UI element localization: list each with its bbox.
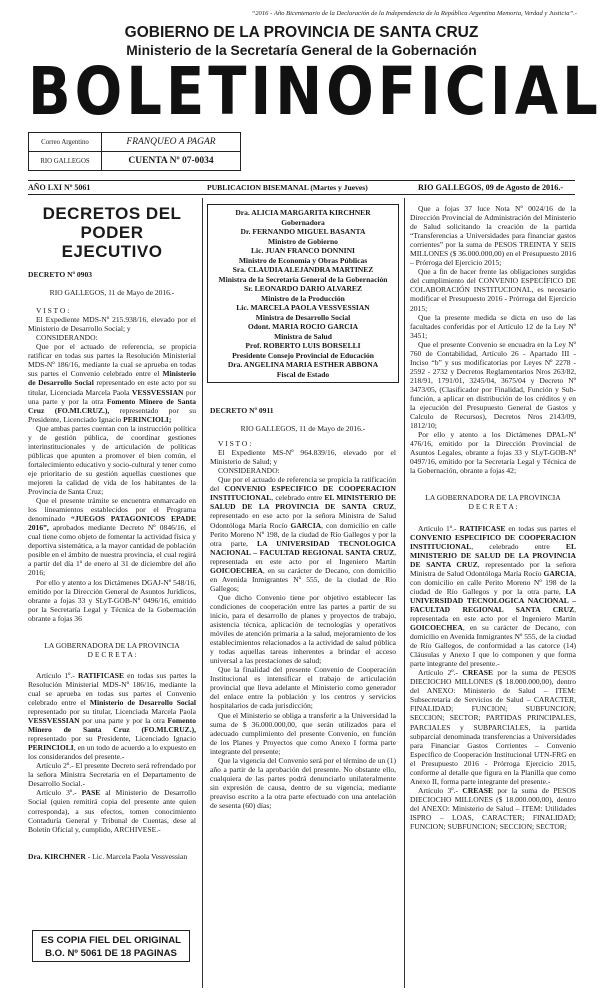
official-name: Prof. ROBERTO LUIS BORSELLI	[245, 341, 361, 350]
issue-number: AÑO LXI Nº 5061	[28, 183, 91, 192]
postal-cuenta: CUENTA Nº 07-0034	[102, 152, 241, 171]
paragraph: Que por el actuado de referencia, se propicia ratificar en todas sus partes la Resolución Ministerial MDS-Nº 186/16, mediante la cual se aprueba en todas sus partes el Convenio celebrado entre el Ministerio de Desarrollo Social representado en este acto por su titular, Licenciada Marcela Paola VESSVESSIAN por una parte y por la otra Fomento Minero de Santa Cruz (FO.MI.CRUZ.), representado por su Presidente, Licenciado Ignacio PERINCIOLI;	[28, 342, 197, 424]
official-role: Ministra de Salud	[274, 331, 332, 341]
official-name: Sra. CLAUDIA ALEJANDRA MARTINEZ	[232, 265, 374, 274]
decree-number: DECRETO Nº 0903	[28, 270, 92, 279]
paragraph: Que el presente trámite se encuentra enmarcado en los lineamientos establecidos por el Programa denominado “JUEGOS PATAGONICOS EPADE 2016”, aprobados mediante Decreto Nº 0846/16, el cual tiene como objeto de fomentar la actividad física y deportiva sistemática, a la mayor cantidad de población posible en el ámbito de nuestra provincia, el cual regirá a partir del día 1º de enero al 31 de diciembre del año 2016;	[28, 496, 196, 578]
paragraph: El Expediente MS-Nº 964.839/16, elevado por el Ministerio de Salud; y	[210, 448, 396, 467]
official-role: Presidente Consejo Provincial de Educación	[232, 350, 374, 360]
paragraph: Que el Ministerio se obliga a transferir a la Universidad la suma de $ 36.000.000,00, que serán utilizados para el adecuado cumplimiento del presente Convenio, en función de los Planes y Proyectos que como Anexo I forma parte integrante del presente;	[210, 710, 396, 756]
official-name: Odont. MARIA ROCIO GARCIA	[247, 322, 359, 331]
header-motto: “2016 - Año Bicentenario de la Declaración de la Independencia de la República Argentina Memoria, Verdad y Justicia”.-	[251, 10, 577, 17]
column-2	[210, 406, 396, 810]
postal-franqueo: FRANQUEO A PAGAR	[102, 133, 241, 152]
article: Artículo 3º.- PASE al Ministerio de Desarrollo Social (quien remitirá copia del presente ante quien corresponda), a sus efectos, tomen conocimiento Contaduría General y Tribunal de Cuentas, dese al Boletín Oficial y, cumplido, ARCHIVESE.-	[28, 788, 196, 834]
paragraph: Por ello y atento a los Dictámenes DGAJ-Nº 548/16, emitido por la Dirección General de Asuntos Jurídicos, obrante a fojas 33 y SLyT-GOB-Nº 0496/16, emitido por la Secretaría Legal y Técnica de la Gobernación obrante a fojas 36	[28, 577, 196, 623]
official-role: Ministro de Economía y Obras Públicas	[238, 255, 368, 265]
governor-heading: LA GOBERNADORA DE LA PROVINCIA	[44, 640, 180, 650]
copy-box	[32, 930, 190, 962]
article: Artículo 1º.- RATIFICASE en todas sus partes el CONVENIO ESPECIFICO DE COOPERACION INSTITUCIONAL, celebrado entre EL MINISTERIO DE SALUD DE LA PROVINCIA DE SANTA CRUZ, representado por la señora Ministra de Salud Odontóloga María Rocío GARCIA, con domicilio en calle Perito Moreno Nº 198 de la ciudad de Río Gallegos y por la otra parte, LA UNIVERSIDAD TECNOLOGICA NACIONAL – FACULTAD REGIONAL SANTA CRUZ, representada en este acto por el Ingeniero Martín GOICOECHEA, en su carácter de Decano, con domicilio en Avenida Inmigrantes Nº 555, de la ciudad de Río Gallegos, de conformidad a las catorce (14) Cláusulas y Anexo I que lo componen y que forma parte integrante del presente.-	[410, 523, 577, 669]
paragraph: Que a fin de hacer frente las obligaciones surgidas del cumplimiento del CONVENIO ESPECÍFICO DE COLABORACIÓN INSTITUCIONAL, es necesario modificar el Presupuesto 2016 - Prórroga del Ejercicio 2015;	[410, 267, 576, 313]
ministry-title: Ministerio de la Secretaría General de la Gobernación	[126, 43, 477, 58]
paragraph: Que la presente medida se dicta en uso de las facultades conferidas por el Artículo 12 de la Ley Nº 3451;	[410, 312, 576, 340]
article: Artículo 1º.- RATIFICASE en todas sus partes la Resolución Ministerial MDS-Nº 186/16, mediante la cual se aprueba en todas sus partes el Convenio celebrado entre el Ministerio de Desarrollo Social representado por su titular, Licenciada Marcela Paola VESSVESSIAN por una parte y por la otra Fomento Minero de Santa Cruz (FO.MI.CRUZ.), representado por su Presidente, Licenciado Ignacio PERINCIOLI, en un todo de acuerdo a lo expuesto en los considerandos del presente.-	[28, 670, 196, 762]
postal-rio: RIO GALLEGOS	[29, 152, 102, 171]
official-role: Fiscal de Estado	[276, 369, 330, 379]
article: Artículo 2º.- CREASE por la suma de PESOS DIECIOCHO MILLONES ($ 18.000.000,00), dentro del ANEXO: Ministerio de Salud – ITEM: Subsecretaría de Servicios de Salud – CARACTER, FINALIDAD; FUNCION; SUBFUNCION; SECCION; SECTOR; PARTIDAS PRINCIPALES, PARCIALES y SUBPARCIALES, la partida subparcial denominada transferencias a Universidades para Financiar Gastos Corrientes – Convenio Específico de Cooperación Institucional UTN-FRG en el Presupuesto 2016 - Prórroga Ejercicio 2015, conforme al detalle que figura en la Planilla que como Anexo II, forma parte integrante del presente.-	[410, 668, 576, 786]
official-name: Dr. FERNANDO MIGUEL BASANTA	[240, 227, 366, 236]
issue-date: RIO GALLEGOS, 09 de Agosto de 2016.-	[418, 183, 564, 192]
paragraph: Que el presente Convenio se encuadra en la Ley Nº 760 de Contabilidad, Artículo 26 - Apartado III - Inciso “b” y sus modificatorias por Leyes Nº 2278 - 2592 - 2732 y Decretos Reglamentarios Nros 263/82, 218/91, 1791/01, 3245/04, 3675/04 y Decreto Nº 3473/05, (Clasificador por Finalidad, Función y Sub-función, a aplicar en distribución de los créditos y en la ejecución del Presupuesto General de Gastos y Calculo de Recursos), Decretos Nros 2143/09, 1812/10;	[410, 339, 576, 431]
official-name: Sr. LEONARDO DARIO ALVAREZ	[244, 284, 362, 293]
paragraph: Que a fojas 37 luce Nota Nº 0024/16 de la Dirección Provincial de Administración del Ministerio de Salud solicitando la creación de la partida “Transferencias a Universidades para financiar gastos corrientes” por la suma de PESOS TREINTA Y SEIS MILLONES ($ 36.000.000,00) en el Presupuesto 2016 – Prórroga del Ejercicio 2015;	[410, 204, 576, 268]
column-1	[28, 204, 196, 861]
official-role: Ministra de Desarrollo Social	[255, 312, 351, 322]
paragraph: Que por el actuado de referencia se propicia la ratificación del CONVENIO ESPECIFICO DE COOPERACION INSTITUCIONAL, celebrado entre EL MINISTERIO DE SALUD DE LA PROVINCIA DE SANTA CRUZ, representado en ese acto por la señora Ministra de Salud Odontóloga María Rocío GARCIA, con domicilio en calle Perito Moreno Nº 198, de la ciudad de Río Gallegos y por la otra parte, LA UNIVERSIDAD TECNOLOGICA NACIONAL – FACULTAD REGIONAL SANTA CRUZ, representada en este acto por el Ingeniero Martín GOICOECHEA, en su carácter de Decano, con domicilio en Avenida Inmigrantes Nº 555, de la ciudad de Río Gallegos;	[210, 475, 397, 593]
masthead-word-oficial: OFICIAL	[326, 54, 602, 131]
official-role: Ministra de la Secretaría General de la Gobernación	[218, 274, 388, 284]
paragraph: El Expediente MDS-Nº 215.938/16, elevado por el Ministerio de Desarrollo Social; y	[28, 315, 196, 334]
official-name: Lic. JUAN FRANCO DONNINI	[251, 246, 355, 255]
considerando: CONSIDERANDO:	[218, 466, 280, 476]
official-role: Gobernadora	[281, 217, 325, 227]
column-separator	[202, 198, 203, 988]
decree-number: DECRETO Nº 0911	[210, 406, 274, 415]
official-role: Ministro de la Producción	[261, 293, 345, 303]
visto: V I S T O :	[36, 306, 70, 316]
paragraph: Por ello y atento a los Dictámenes DPAL-Nº 476/16, emitido por la Dirección Provincial de Asuntos Legales, obrante a fojas 33 y SLyT-GOB-Nº 0497/16, emitido por la Secretaría Legal y Técnica de la Gobernación, obrante a fojas 42;	[410, 430, 576, 476]
section-title-line: DECRETOS DEL	[42, 204, 182, 223]
official-name: Dra. ANGELINA MARIA ESTHER ABBONA	[227, 360, 379, 369]
paragraph: Que la vigencia del Convenio será por el término de un (1) año a partir de la aprobación del presente. No obstante ello, cualquiera de las partes podrá denunciarlo unilateralmente sin expresión de causa, dentro de su vigencia, mediante preaviso escrito a la otra parte efectuado con una antelación de sesenta (60) días;	[210, 755, 396, 810]
copy-box-line: B.O. Nº 5061 DE 18 PAGINAS	[45, 948, 177, 959]
decreta-heading: D E C R E T A :	[468, 502, 518, 512]
section-title	[28, 204, 196, 261]
decree-date: RIO GALLEGOS, 11 de Mayo de 2016.-	[49, 288, 175, 298]
column-3	[410, 204, 576, 831]
paragraph: Que dicho Convenio tiene por objetivo establecer las condiciones de cooperación entre las partes a partir de su inicio, para el desarrollo de planes y proyectos de trabajo, asistencia técnica, aplicación de tecnologías y operativos móviles de atención primaria a la salud, mejoramiento de los establecimientos relacionados a la actividad de salud pública y todas aquellas tareas inherentes a brindar el acceso universal a las prestaciones de salud;	[210, 592, 396, 666]
masthead	[28, 54, 602, 131]
article: Artículo 3º.- CREASE por la suma de PESOS DIECIOCHO MILLONES ($ 18.000.000,00), dentro del ANEXO: Ministerio de Salud – ITEM: Utilidades ISPRO – LOAS, CARACTER; FINALIDAD; FUNCION; SUBFUNCION; SECCION; SECTOR;	[410, 785, 576, 832]
official-name: Lic. MARCELA PAOLA VESSVESSIAN	[236, 303, 370, 312]
copy-box-line: ES COPIA FIEL DEL ORIGINAL	[40, 935, 181, 946]
article: Artículo 2º.- El presente Decreto será refrendado por la señora Ministra Secretaria en el Departamento de Desarrollo Social.-	[28, 761, 196, 789]
government-title: GOBIERNO DE LA PROVINCIA DE SANTA CRUZ	[124, 24, 479, 41]
divider	[28, 180, 575, 181]
issue-frequency: PUBLICACION BISEMANAL (Martes y Jueves)	[207, 183, 368, 192]
postal-box	[28, 132, 241, 171]
official-name: Dra. ALICIA MARGARITA KIRCHNER	[235, 208, 371, 217]
postal-correo: Correo Argentino	[29, 133, 102, 152]
paragraph: Que ambas partes cuentan con la instrucción política y de gestión pública, de coordinar gestiones interinstitucionales y de articulación de políticas públicas que apunten a promover el bien común, el fortalecimiento educativo y socio-cultural y tener como eje prioritario de su gestión aquellas cuestiones que mejoren la calidad de vida de los habitantes de la Provincia de Santa Cruz;	[28, 423, 196, 497]
decree-date: RIO GALLEGOS, 11 de Mayo de 2016.-	[240, 424, 366, 434]
paragraph: Que la finalidad del presente Convenio de Cooperación Institucional es intensificar el trabajo de articulación provincial que lleva adelante el Ministerio como generador del enlace entre la población y los centros y servicios hospitalarios de cada jurisdicción;	[210, 665, 396, 711]
section-title-line: PODER EJECUTIVO	[61, 223, 163, 261]
visto: V I S T O :	[218, 439, 252, 449]
considerando: CONSIDERANDO:	[36, 333, 98, 343]
governor-heading: LA GOBERNADORA DE LA PROVINCIA	[425, 493, 561, 503]
divider	[28, 194, 575, 195]
officials-box	[207, 204, 399, 383]
signature: Dra. KIRCHNER - Lic. Marcela Paola Vessvessian	[28, 851, 188, 861]
masthead-word-boletin: BOLETIN	[28, 54, 327, 131]
column-separator	[404, 198, 405, 988]
decreta-heading: D E C R E T A :	[87, 649, 137, 659]
official-role: Ministro de Gobierno	[268, 236, 338, 246]
